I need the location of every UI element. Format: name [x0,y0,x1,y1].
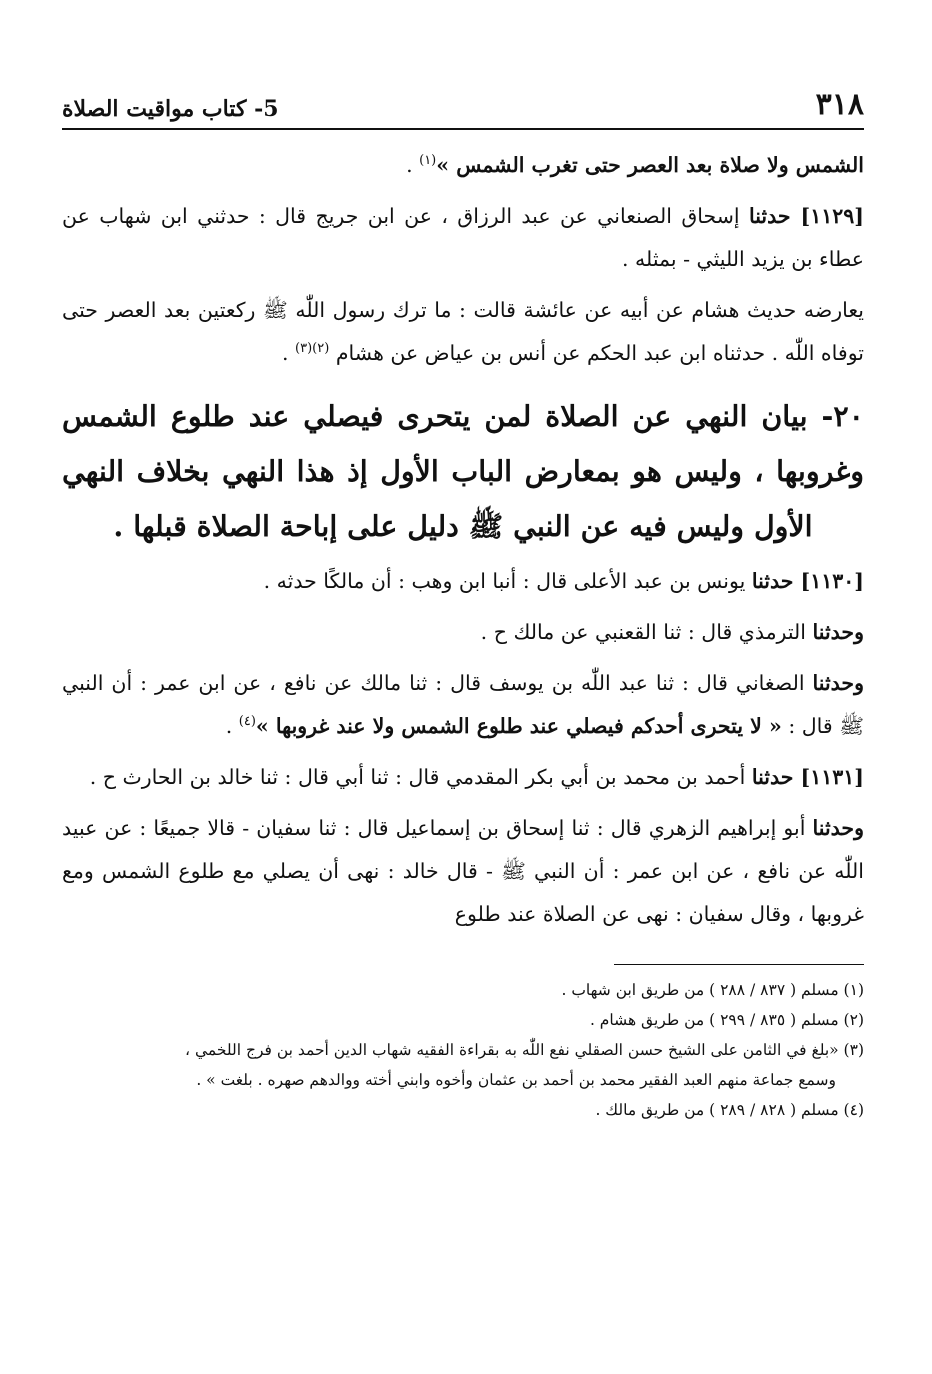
chapter-heading: ٢٠- بيان النهي عن الصلاة لمن يتحرى فيصلي عند طلوع الشمس وغروبها ، وليس هو بمعارض الباب الأول إذ هذا النهي بخلاف النهي الأول وليس فيه عن النبي ﷺ دليل على إباحة الصلاة قبلها . [62,399,864,543]
hadith-number: [١١٣١] [800,765,864,789]
main-text [62,144,864,936]
footnote-ref: (١) [419,153,437,169]
hadith-lead: حدثنا [751,765,801,789]
paragraph-text: يعارضه حديث هشام عن أبيه عن عائشة قالت : ما ترك رسول اللّٰه ﷺ ركعتين بعد العصر حتى توفاه اللّٰه . حدثناه ابن عبد الحكم عن أنس بن عياض عن هشام [62,298,864,365]
hadith-text: إسحاق الصنعاني عن عبد الرزاق ، عن ابن جريج قال : حدثني ابن شهاب عن عطاء بن يزيد الليثي - بمثله . [62,204,864,271]
footnotes [62,975,864,1125]
hadith-lead: حدثنا [751,569,801,593]
footnote-ref: (٢)(٣) [295,341,330,357]
punctuation: . [282,341,296,365]
footnote-3: (٣) «بلغ في الثامن على الشيخ حسن الصقلي نفع اللّٰه به بقراءة الفقيه شهاب الدين أحمد بن فرج اللخمي ، [185,1041,864,1059]
page-header [62,78,864,130]
book-page [62,78,864,1334]
running-title: 5- كتاب مواقيت الصلاة [62,96,279,122]
footnote-2: (٢) مسلم ( ٨٣٥ / ٢٩٩ ) من طريق هشام . [589,1011,864,1029]
footnote-1: (١) مسلم ( ٨٣٧ / ٢٨٨ ) من طريق ابن شهاب . [561,981,864,999]
chain-text: أبو إبراهيم الزهري قال : ثنا إسحاق بن إسماعيل قال : ثنا سفيان - قالا جميعًا : عن عبيد اللّٰه عن نافع ، عن ابن عمر : أن النبي ﷺ - قال خالد : نهى أن يصلي مع طلوع الشمس ومع غروبها ، وقال سفيان : نهى عن الصلاة عند طلوع [62,816,864,926]
footnote-divider [614,964,864,965]
hadith-1131 [62,756,864,799]
quote-text: الشمس ولا صلاة بعد العصر حتى تغرب الشمس » [436,153,864,177]
footnote-3-continuation: وسمع جماعة منهم العبد الفقير محمد بن أحمد بن عثمان وأخوه وابني أخته ووالدهم صهره . بلغت » . [196,1071,836,1089]
chain-text: الصغاني قال : ثنا عبد اللّٰه بن يوسف قال : ثنا مالك عن نافع ، عن ابن عمر : أن النبي ﷺ قال : [62,671,864,738]
chain-lead: وحدثنا [812,671,864,695]
chain-saghani [62,662,864,748]
chain-lead: وحدثنا [812,620,864,644]
hadith-number: [١١٣٠] [800,569,864,593]
chain-text: الترمذي قال : ثنا القعنبي عن مالك ح . [480,620,813,644]
chain-lead: وحدثنا [812,816,864,840]
hadith-text: يونس بن عبد الأعلى قال : أنبا ابن وهب : أن مالكًا حدثه . [263,569,752,593]
hadith-text: أحمد بن محمد بن أبي بكر المقدمي قال : ثنا أبي قال : ثنا خالد بن الحارث ح . [89,765,752,789]
hadith-quote: « لا يتحرى أحدكم فيصلي عند طلوع الشمس ولا عند غروبها » [255,714,782,738]
paragraph-continuation [62,144,864,187]
contradiction-paragraph [62,289,864,375]
hadith-1130 [62,560,864,603]
page-number: ٣١٨ [815,87,864,122]
chain-tirmidhi [62,611,864,654]
chain-zuhri [62,807,864,936]
punctuation: . [225,714,239,738]
footnote-4: (٤) مسلم ( ٨٢٨ / ٢٨٩ ) من طريق مالك . [595,1101,864,1119]
footnote-ref: (٤) [238,714,256,730]
punctuation: . [406,153,420,177]
hadith-1129 [62,195,864,281]
hadith-number: [١١٢٩] [800,204,864,228]
hadith-lead: حدثنا [748,204,801,228]
